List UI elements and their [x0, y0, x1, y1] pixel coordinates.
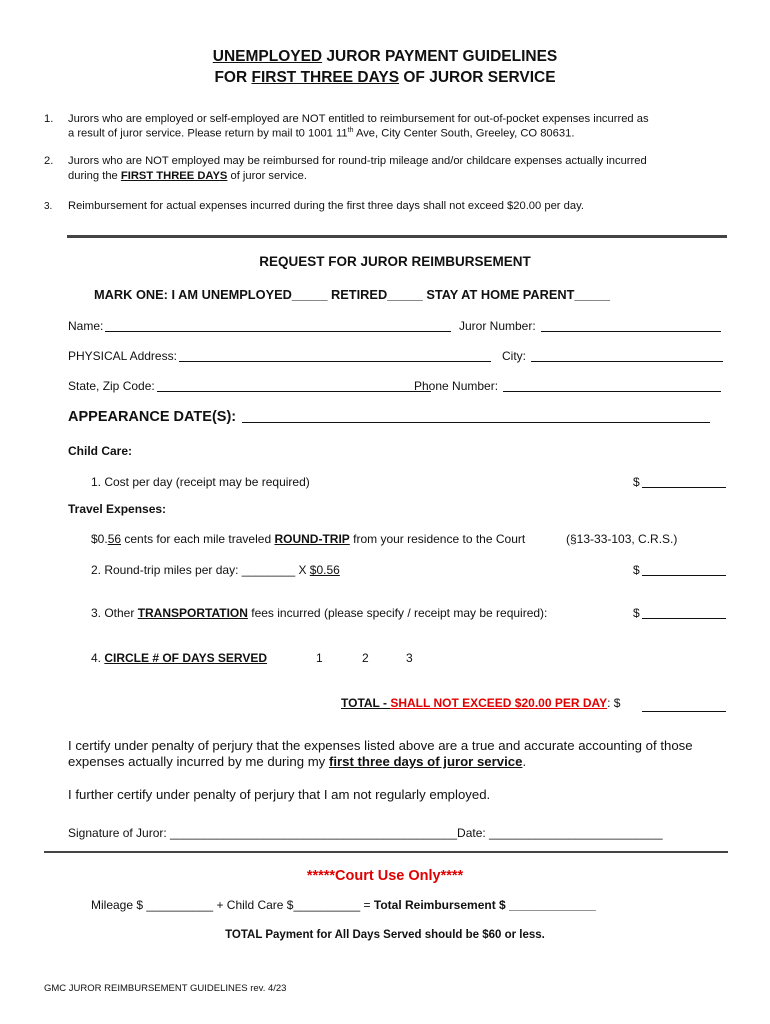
- certification-line-1: I certify under penalty of perjury that the expenses listed above are a true and accurate accounting of those: [68, 738, 693, 753]
- total-limit-warning: SHALL NOT EXCEED $20.00 PER DAY: [390, 696, 608, 710]
- guideline-1-line2: a result of juror service. Please return by mail t0 1001 11th Ave, City Center South, Greeley, CO 80631.: [68, 127, 575, 140]
- other-transportation-field[interactable]: [633, 606, 726, 620]
- mileage-amount-field[interactable]: [633, 563, 726, 577]
- court-use-title: *****Court Use Only****: [306, 868, 464, 884]
- day-option-2[interactable]: 2: [362, 651, 369, 665]
- guideline-1-number: 1.: [44, 113, 54, 125]
- day-option-1[interactable]: 1: [316, 651, 323, 665]
- page-subtitle: [0, 69, 770, 87]
- day-option-3[interactable]: 3: [406, 651, 413, 665]
- employment-certification: I further certify under penalty of perjury that I am not regularly employed.: [68, 787, 491, 802]
- subtitle-first-three-days: FIRST THREE DAYS: [251, 69, 400, 86]
- certification-line-2: expenses actually incurred by me during my first three days of juror service.: [68, 754, 527, 769]
- footer-revision: GMC JUROR REIMBURSEMENT GUIDELINES rev. 4/23: [44, 983, 287, 994]
- travel-expenses-heading: Travel Expenses:: [68, 502, 167, 516]
- physical-address-field[interactable]: [68, 349, 491, 363]
- juror-number-label: Juror Number:: [459, 319, 536, 333]
- name-label: Name:: [68, 319, 104, 333]
- total-payment-note: TOTAL Payment for All Days Served should be $60 or less.: [225, 929, 545, 941]
- guideline-2-line2: during the FIRST THREE DAYS of juror service.: [68, 170, 307, 182]
- phone-field[interactable]: [414, 379, 721, 393]
- mileage-dollar-sign: $: [633, 563, 640, 577]
- page-title: [0, 48, 770, 66]
- city-label: City:: [502, 349, 526, 363]
- section-divider-bottom: [44, 851, 728, 853]
- statute-reference: (§13-33-103, C.R.S.): [566, 532, 678, 546]
- days-served-label: 4. CIRCLE # OF DAYS SERVED: [91, 651, 268, 665]
- state-zip-field[interactable]: [68, 379, 431, 393]
- juror-number-field[interactable]: [459, 319, 721, 333]
- request-title: REQUEST FOR JUROR REIMBURSEMENT: [259, 254, 531, 269]
- subtitle-part-c: OF JUROR SERVICE: [399, 69, 556, 86]
- guideline-3-line1: Reimbursement for actual expenses incurred during the first three days shall not exceed $20.00 per day.: [68, 200, 584, 212]
- physical-address-label: PHYSICAL Address:: [68, 349, 177, 363]
- guideline-2-line1: Jurors who are NOT employed may be reimbursed for round-trip mileage and/or childcare expenses actually incurred: [68, 155, 647, 167]
- appearance-dates-field[interactable]: [68, 409, 710, 425]
- name-field[interactable]: [68, 319, 451, 333]
- mileage-rate-value: $0.56: [309, 563, 340, 577]
- title-rest: JUROR PAYMENT GUIDELINES: [322, 48, 558, 65]
- child-care-heading: Child Care:: [68, 444, 133, 458]
- city-field[interactable]: [502, 349, 723, 363]
- child-care-dollar-sign: $: [633, 475, 640, 489]
- child-care-cost-field[interactable]: [633, 475, 726, 489]
- phone-label: Phone Number:: [414, 379, 499, 393]
- state-zip-label: State, Zip Code:: [68, 379, 155, 393]
- mileage-rate-text: $0.56 cents for each mile traveled ROUND-TRIP from your residence to the Court: [91, 532, 526, 546]
- total-label: TOTAL - SHALL NOT EXCEED $20.00 PER DAY: $: [341, 696, 621, 710]
- employment-status-choice[interactable]: MARK ONE: I AM UNEMPLOYED_____ RETIRED_____ STAY AT HOME PARENT_____: [94, 287, 611, 302]
- subtitle-part-a: FOR: [214, 69, 252, 86]
- total-amount-field[interactable]: [640, 697, 726, 715]
- signature-date-line[interactable]: Signature of Juror: ___________________________________________Date: __________________________: [68, 826, 663, 840]
- section-divider-top: [67, 235, 727, 238]
- guideline-1-line1: Jurors who are employed or self-employed are NOT entitled to reimbursement for out-of-pocket expenses incurred as: [68, 113, 649, 125]
- child-care-cost-label: 1. Cost per day (receipt may be required): [91, 475, 310, 489]
- title-unemployed: UNEMPLOYED: [212, 48, 323, 65]
- transportation-dollar-sign: $: [633, 606, 640, 620]
- appearance-dates-label: APPEARANCE DATE(S):: [68, 409, 237, 425]
- round-trip-miles-field[interactable]: [91, 563, 340, 577]
- guideline-2-number: 2.: [44, 155, 54, 167]
- court-reimbursement-calculation[interactable]: Mileage $ __________ + Child Care $__________ = Total Reimbursement $ _____________: [91, 898, 596, 912]
- other-transportation-label: 3. Other TRANSPORTATION fees incurred (please specify / receipt may be required):: [91, 606, 548, 620]
- guideline-3-number: 3.: [44, 201, 53, 212]
- round-trip-miles-label: 2. Round-trip miles per day: ________ X: [91, 563, 310, 577]
